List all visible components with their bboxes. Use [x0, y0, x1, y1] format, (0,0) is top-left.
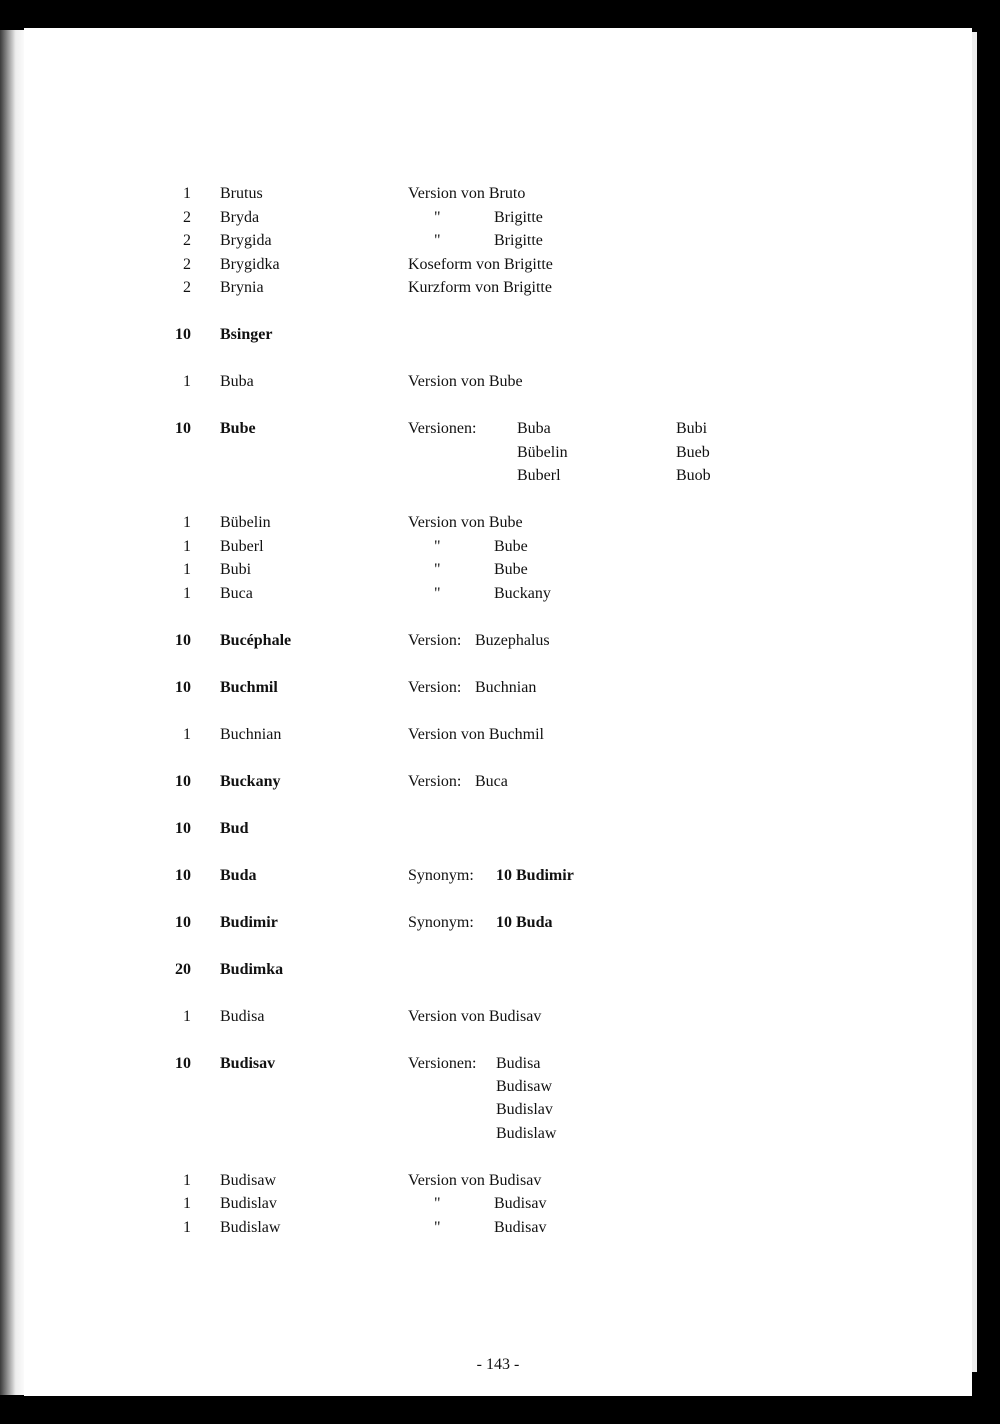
entry-reference: Brigitte: [494, 209, 543, 226]
entry-frequency: 2: [183, 232, 191, 249]
entry-relation: Version:: [408, 679, 462, 696]
entry-reference: Budislav: [496, 1101, 553, 1118]
list-item: [24, 560, 972, 584]
entry-relation: Koseform von Brigitte: [408, 256, 553, 273]
entry-extra-version: Bubi: [676, 420, 708, 437]
entry-name: Bryda: [220, 209, 260, 226]
entry-frequency: 10: [175, 773, 191, 790]
list-item: [24, 255, 972, 279]
list-item: [24, 372, 972, 396]
list-item: [24, 1007, 972, 1031]
entry-frequency: 1: [183, 726, 191, 743]
entry-frequency: 1: [183, 185, 191, 202]
entry-relation: Versionen:: [408, 420, 477, 437]
entry-relation: Version von Budisav: [408, 1008, 542, 1025]
entry-frequency: 2: [183, 279, 191, 296]
entry-name: Budimir: [220, 914, 278, 931]
entry-name: Bube: [220, 420, 256, 437]
document-page: [24, 28, 972, 1396]
entry-frequency: 1: [183, 1008, 191, 1025]
list-item: [24, 1077, 972, 1101]
entry-frequency: 10: [175, 679, 191, 696]
entry-frequency: 1: [183, 373, 191, 390]
entry-relation: Synonym:: [408, 867, 474, 884]
entry-frequency: 2: [183, 256, 191, 273]
entry-reference: Budisav: [494, 1219, 547, 1236]
entry-frequency: 10: [175, 820, 191, 837]
entry-frequency: 1: [183, 561, 191, 578]
list-item: [24, 678, 972, 702]
entry-relation: ": [434, 1219, 441, 1236]
entry-name: Buckany: [220, 773, 281, 790]
entry-reference: Buzephalus: [475, 632, 550, 649]
list-item: [24, 466, 972, 490]
entry-name: Budisav: [220, 1055, 276, 1072]
list-item: [24, 325, 972, 349]
entry-name: Brutus: [220, 185, 263, 202]
list-item: [24, 819, 972, 843]
entry-frequency: 1: [183, 1172, 191, 1189]
entry-reference: Buberl: [517, 467, 561, 484]
list-item: [24, 513, 972, 537]
entry-reference: Budisaw: [496, 1078, 552, 1095]
list-item: [24, 1100, 972, 1124]
entry-extra-version: Bueb: [676, 444, 710, 461]
entry-frequency: 1: [183, 1195, 191, 1212]
entry-relation: Synonym:: [408, 914, 474, 931]
page-gutter-shadow: [0, 30, 26, 1395]
entry-relation: ": [434, 1195, 441, 1212]
entry-frequency: 10: [175, 914, 191, 931]
entry-relation: Version:: [408, 773, 462, 790]
entry-frequency: 1: [183, 514, 191, 531]
entry-reference: Buca: [475, 773, 508, 790]
entry-relation: ": [434, 209, 441, 226]
list-item: [24, 1218, 972, 1242]
entry-name: Brygida: [220, 232, 272, 249]
entry-reference: 10 Buda: [496, 914, 553, 931]
list-item: [24, 725, 972, 749]
list-item: [24, 913, 972, 937]
entry-frequency: 1: [183, 538, 191, 555]
list-item: [24, 278, 972, 302]
list-item: [24, 1194, 972, 1218]
entry-name: Buda: [220, 867, 257, 884]
entry-relation: Version von Bruto: [408, 185, 526, 202]
entry-relation: Version von Buchmil: [408, 726, 544, 743]
list-item: [24, 960, 972, 984]
list-item: [24, 772, 972, 796]
entry-reference: Budisav: [494, 1195, 547, 1212]
entry-relation: ": [434, 232, 441, 249]
list-item: [24, 584, 972, 608]
entry-name: Bud: [220, 820, 249, 837]
entry-reference: 10 Budimir: [496, 867, 574, 884]
entry-name: Budislaw: [220, 1219, 281, 1236]
entry-name: Budisa: [220, 1008, 265, 1025]
entry-reference: Bübelin: [517, 444, 568, 461]
list-item: [24, 208, 972, 232]
entry-name: Budimka: [220, 961, 284, 978]
list-item: [24, 631, 972, 655]
entry-relation: Version:: [408, 632, 462, 649]
entry-name: Brynia: [220, 279, 264, 296]
entry-relation: Versionen:: [408, 1055, 477, 1072]
list-item: [24, 1171, 972, 1195]
entry-frequency: 20: [175, 961, 191, 978]
list-item: [24, 231, 972, 255]
entry-reference: Bube: [494, 561, 528, 578]
list-item: [24, 184, 972, 208]
entry-reference: Budisa: [496, 1055, 541, 1072]
entry-name: Brygidka: [220, 256, 280, 273]
entry-name: Bübelin: [220, 514, 271, 531]
entry-relation: Version von Bube: [408, 373, 523, 390]
list-item: [24, 443, 972, 467]
entry-relation: Version von Budisav: [408, 1172, 542, 1189]
entry-frequency: 10: [175, 632, 191, 649]
entry-reference: Brigitte: [494, 232, 543, 249]
entry-reference: Bube: [494, 538, 528, 555]
list-item: [24, 419, 972, 443]
entry-relation: ": [434, 561, 441, 578]
page-number: - 143 -: [476, 1356, 520, 1373]
entry-name: Bsinger: [220, 326, 273, 343]
entry-reference: Budislaw: [496, 1125, 557, 1142]
entry-reference: Buba: [517, 420, 551, 437]
entry-frequency: 10: [175, 1055, 191, 1072]
entry-name: Buchnian: [220, 726, 282, 743]
entry-frequency: 1: [183, 585, 191, 602]
entry-reference: Buckany: [494, 585, 551, 602]
entry-relation: Kurzform von Brigitte: [408, 279, 552, 296]
list-item: [24, 537, 972, 561]
entry-frequency: 10: [175, 867, 191, 884]
entry-name: Buchmil: [220, 679, 278, 696]
entry-name: Bubi: [220, 561, 252, 578]
entry-relation: ": [434, 538, 441, 555]
list-item: [24, 1124, 972, 1148]
list-item: [24, 866, 972, 890]
entry-name: Buca: [220, 585, 253, 602]
entry-name: Budislav: [220, 1195, 277, 1212]
list-item: [24, 1054, 972, 1078]
entry-frequency: 10: [175, 420, 191, 437]
entry-extra-version: Buob: [676, 467, 711, 484]
entry-reference: Buchnian: [475, 679, 537, 696]
entry-relation: ": [434, 585, 441, 602]
entry-name: Budisaw: [220, 1172, 276, 1189]
entry-name: Buba: [220, 373, 254, 390]
entry-name: Buberl: [220, 538, 264, 555]
entry-name: Bucéphale: [220, 632, 292, 649]
entry-frequency: 2: [183, 209, 191, 226]
entry-frequency: 1: [183, 1219, 191, 1236]
entry-frequency: 10: [175, 326, 191, 343]
entry-relation: Version von Bube: [408, 514, 523, 531]
